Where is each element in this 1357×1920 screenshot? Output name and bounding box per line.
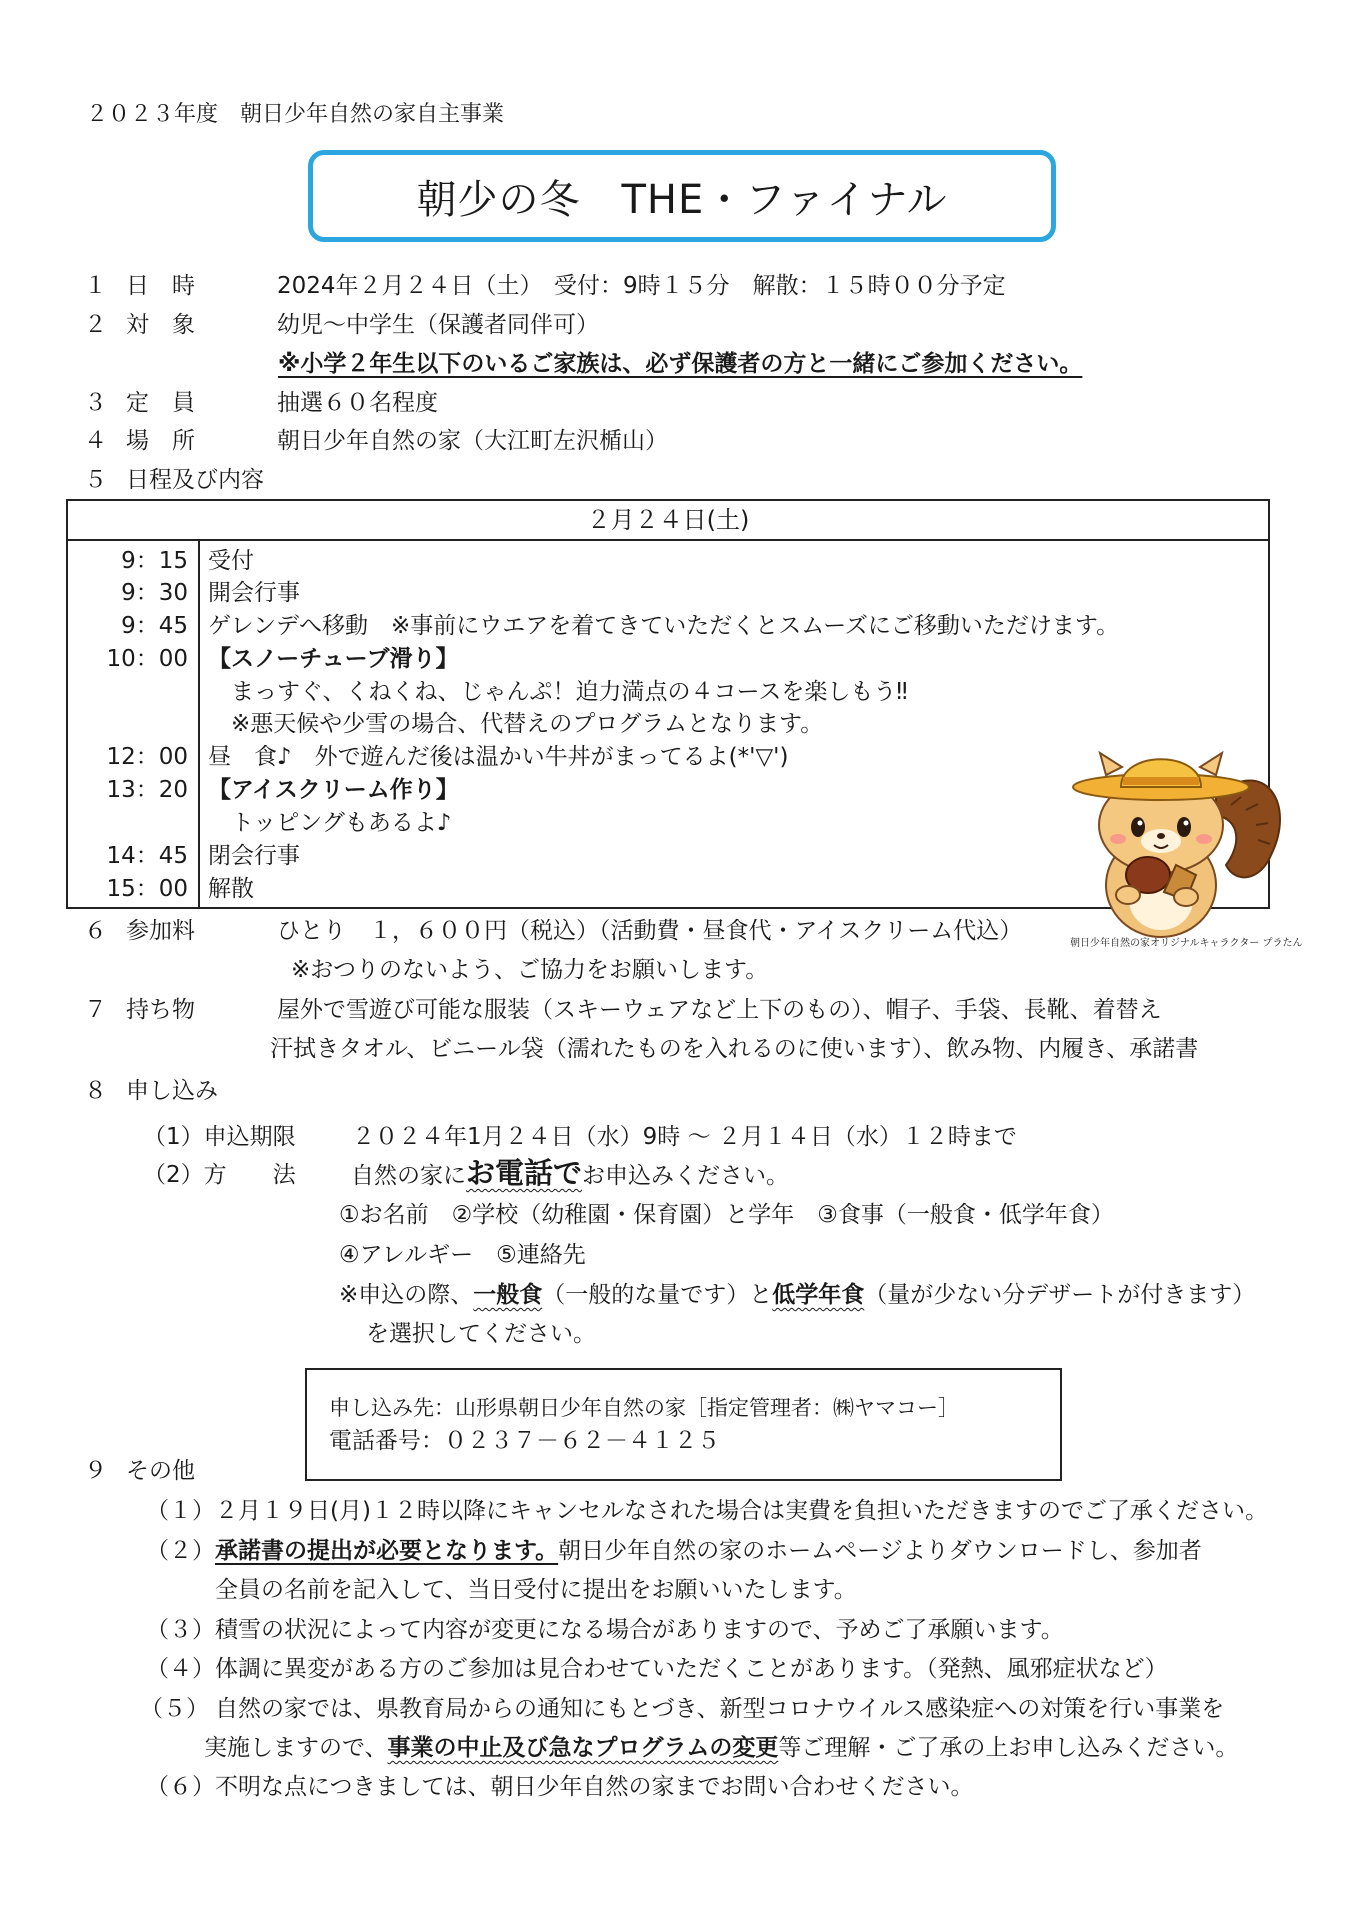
title-box xyxy=(308,150,1056,242)
s4-num: ４ xyxy=(84,428,107,454)
contact-line1: 申し込み先：山形県朝日少年自然の家［指定管理者：㈱ヤマコー］ xyxy=(329,1396,959,1420)
s7-line2: 汗拭きタオル、ビニール袋（濡れたものを入れるのに使います）、飲み物、内履き、承諾書 xyxy=(270,1036,1199,1062)
s8-period-value: ２０２４年1月２４日（水）9時 ～ ２月１４日（水）１２時まで xyxy=(352,1124,1017,1150)
schedule-date: ２月２４日(土) xyxy=(68,501,1268,541)
s8-method-post: お申込みください。 xyxy=(582,1163,790,1189)
s9-i6: 不明な点につきましては、朝日少年自然の家までお問い合わせください。 xyxy=(215,1774,974,1800)
schedule-time: 14：45 xyxy=(106,843,188,869)
page-title: 朝少の冬 THE・ファイナル xyxy=(416,176,948,223)
s2-num: ２ xyxy=(84,312,107,338)
schedule-desc: 【スノーチューブ滑り】 xyxy=(208,646,459,672)
s2-value: 幼児～中学生（保護者同伴可） xyxy=(277,312,599,338)
schedule-time: 9：45 xyxy=(121,613,188,639)
s6-note: ※おつりのないよう、ご協力をお願いします。 xyxy=(291,957,769,983)
s2-label: 対 象 xyxy=(126,312,195,338)
s8-items1: ①お名前 ②学校（幼稚園・保育園）と学年 ③食事（一般食・低学年食） xyxy=(339,1202,1114,1228)
s9-i2 xyxy=(215,1536,1202,1566)
contact-phone: 電話番号：０２３７－６２－４１２５ xyxy=(329,1428,720,1454)
s4-label: 場 所 xyxy=(126,428,195,454)
s3-label: 定 員 xyxy=(126,390,195,416)
s6-label: 参加料 xyxy=(126,918,195,944)
s8-method-pre: 自然の家に xyxy=(351,1163,466,1189)
s8-items2: ④アレルギー ⑤連絡先 xyxy=(339,1242,586,1268)
s8-note-a: ※申込の際、 xyxy=(339,1282,474,1308)
schedule-time: 13：20 xyxy=(106,777,188,803)
s6-num: ６ xyxy=(84,918,107,944)
schedule-divider xyxy=(198,541,200,909)
s9-i5-line1: 自然の家では、県教育局からの通知にもとづき、新型コロナウイルス感染症への対策を行い事業を xyxy=(215,1696,1225,1722)
s8-note xyxy=(339,1280,1255,1310)
s9-i2-emph: 承諾書の提出が必要となります。 xyxy=(215,1538,559,1564)
schedule-time: 12：00 xyxy=(106,744,188,770)
s8-note-f: を選択してください。 xyxy=(366,1321,596,1347)
schedule-desc: ゲレンデへ移動 ※事前にウエアを着てきていただくとスムーズにご移動いただけます。 xyxy=(208,613,1120,639)
s9-i5-line2 xyxy=(204,1733,1238,1763)
mascot-squirrel-illustration xyxy=(1066,735,1288,945)
s8-note-b: 一般食 xyxy=(473,1282,543,1308)
s8-num: ８ xyxy=(84,1078,107,1104)
s3-value: 抽選６０名程度 xyxy=(277,390,438,416)
s6-value: ひとり １，６００円（税込）（活動費・昼食代・アイスクリーム代込） xyxy=(277,918,1023,944)
s9-i4-num: （４） xyxy=(146,1656,215,1682)
s9-i5-post: 等ご理解・ご了承の上お申し込みください。 xyxy=(778,1735,1239,1761)
s7-line1: 屋外で雪遊び可能な服装（スキーウェアなど上下のもの）、帽子、手袋、長靴、着替え xyxy=(277,997,1162,1023)
s9-i2-line2: 全員の名前を記入して、当日受付に提出をお願いいたします。 xyxy=(215,1577,857,1603)
schedule-time: 9：30 xyxy=(121,580,188,606)
schedule-desc: 【アイスクリーム作り】 xyxy=(208,777,459,803)
schedule-desc: 昼 食♪ 外で遊んだ後は温かい牛丼がまってるよ(*'▽') xyxy=(208,744,789,770)
s8-note-e: （量が少ない分デザートが付きます） xyxy=(864,1282,1256,1308)
s7-num: ７ xyxy=(84,997,107,1023)
s8-note-c: （一般的な量です）と xyxy=(542,1282,773,1308)
s7-label: 持ち物 xyxy=(126,997,195,1023)
schedule-time: 10：00 xyxy=(106,646,188,672)
header-text: ２０２３年度 朝日少年自然の家自主事業 xyxy=(86,102,505,127)
s9-label: その他 xyxy=(126,1458,195,1484)
s8-method xyxy=(351,1158,789,1191)
s9-i2-num: （２） xyxy=(146,1538,215,1564)
schedule-desc: まっすぐ、くねくね、じゃんぷ！迫力満点の４コースを楽しもう‼ xyxy=(208,679,908,705)
s1-label: 日 時 xyxy=(126,273,195,299)
s2-note: ※小学２年生以下のいるご家族は、必ず保護者の方と一緒にご参加ください。 xyxy=(278,351,1083,377)
s8-method-emph: お電話で xyxy=(466,1156,583,1190)
schedule-desc: トッピングもあるよ♪ xyxy=(208,810,452,836)
s9-i5-pre: 実施しますので、 xyxy=(204,1735,388,1761)
schedule-desc: 閉会行事 xyxy=(208,843,300,869)
s9-i4: 体調に異変がある方のご参加は見合わせていただくことがあります。（発熱、風邪症状など） xyxy=(215,1656,1168,1682)
s8-note-d: 低学年食 xyxy=(772,1282,865,1308)
s1-value: 2024年２月２４日（土） 受付：9時１５分 解散：１５時００分予定 xyxy=(277,273,1006,299)
s5-num: ５ xyxy=(84,467,107,493)
s8-label: 申し込み xyxy=(126,1078,218,1104)
s9-i2-rest: 朝日少年自然の家のホームページよりダウンロードし、参加者 xyxy=(558,1538,1202,1564)
schedule-time: 15：00 xyxy=(106,876,188,902)
mascot-caption: 朝日少年自然の家オリジナルキャラクター プラたん xyxy=(1070,938,1303,949)
s9-i1-num: （１） xyxy=(146,1498,215,1524)
s9-num: ９ xyxy=(84,1458,107,1484)
s9-i6-num: （６） xyxy=(146,1774,215,1800)
s9-i1: ２月１９日(月)１２時以降にキャンセルなされた場合は実費を負担いただきますのでご了承ください。 xyxy=(215,1498,1268,1524)
s5-label: 日程及び内容 xyxy=(126,467,264,493)
schedule-desc: ※悪天候や少雪の場合、代替えのプログラムとなります。 xyxy=(208,711,824,737)
s9-i3-num: （３） xyxy=(146,1617,215,1643)
s3-num: ３ xyxy=(84,390,107,416)
schedule-desc: 解散 xyxy=(208,876,254,902)
schedule-desc: 受付 xyxy=(208,548,254,574)
s9-i5-emph: 事業の中止及び急なプログラムの変更 xyxy=(387,1735,779,1761)
s1-num: １ xyxy=(84,273,107,299)
s4-value: 朝日少年自然の家（大江町左沢楯山） xyxy=(277,428,668,454)
s9-i3: 積雪の状況によって内容が変更になる場合がありますので、予めご了承願います。 xyxy=(215,1617,1064,1643)
schedule-desc: 開会行事 xyxy=(208,580,300,606)
s8-period-label: （1）申込期限 xyxy=(143,1124,296,1150)
contact-box xyxy=(305,1368,1062,1481)
s8-method-label: （2）方 法 xyxy=(143,1162,296,1188)
s9-i5-num: （５） xyxy=(140,1696,209,1722)
schedule-time: 9：15 xyxy=(121,548,188,574)
